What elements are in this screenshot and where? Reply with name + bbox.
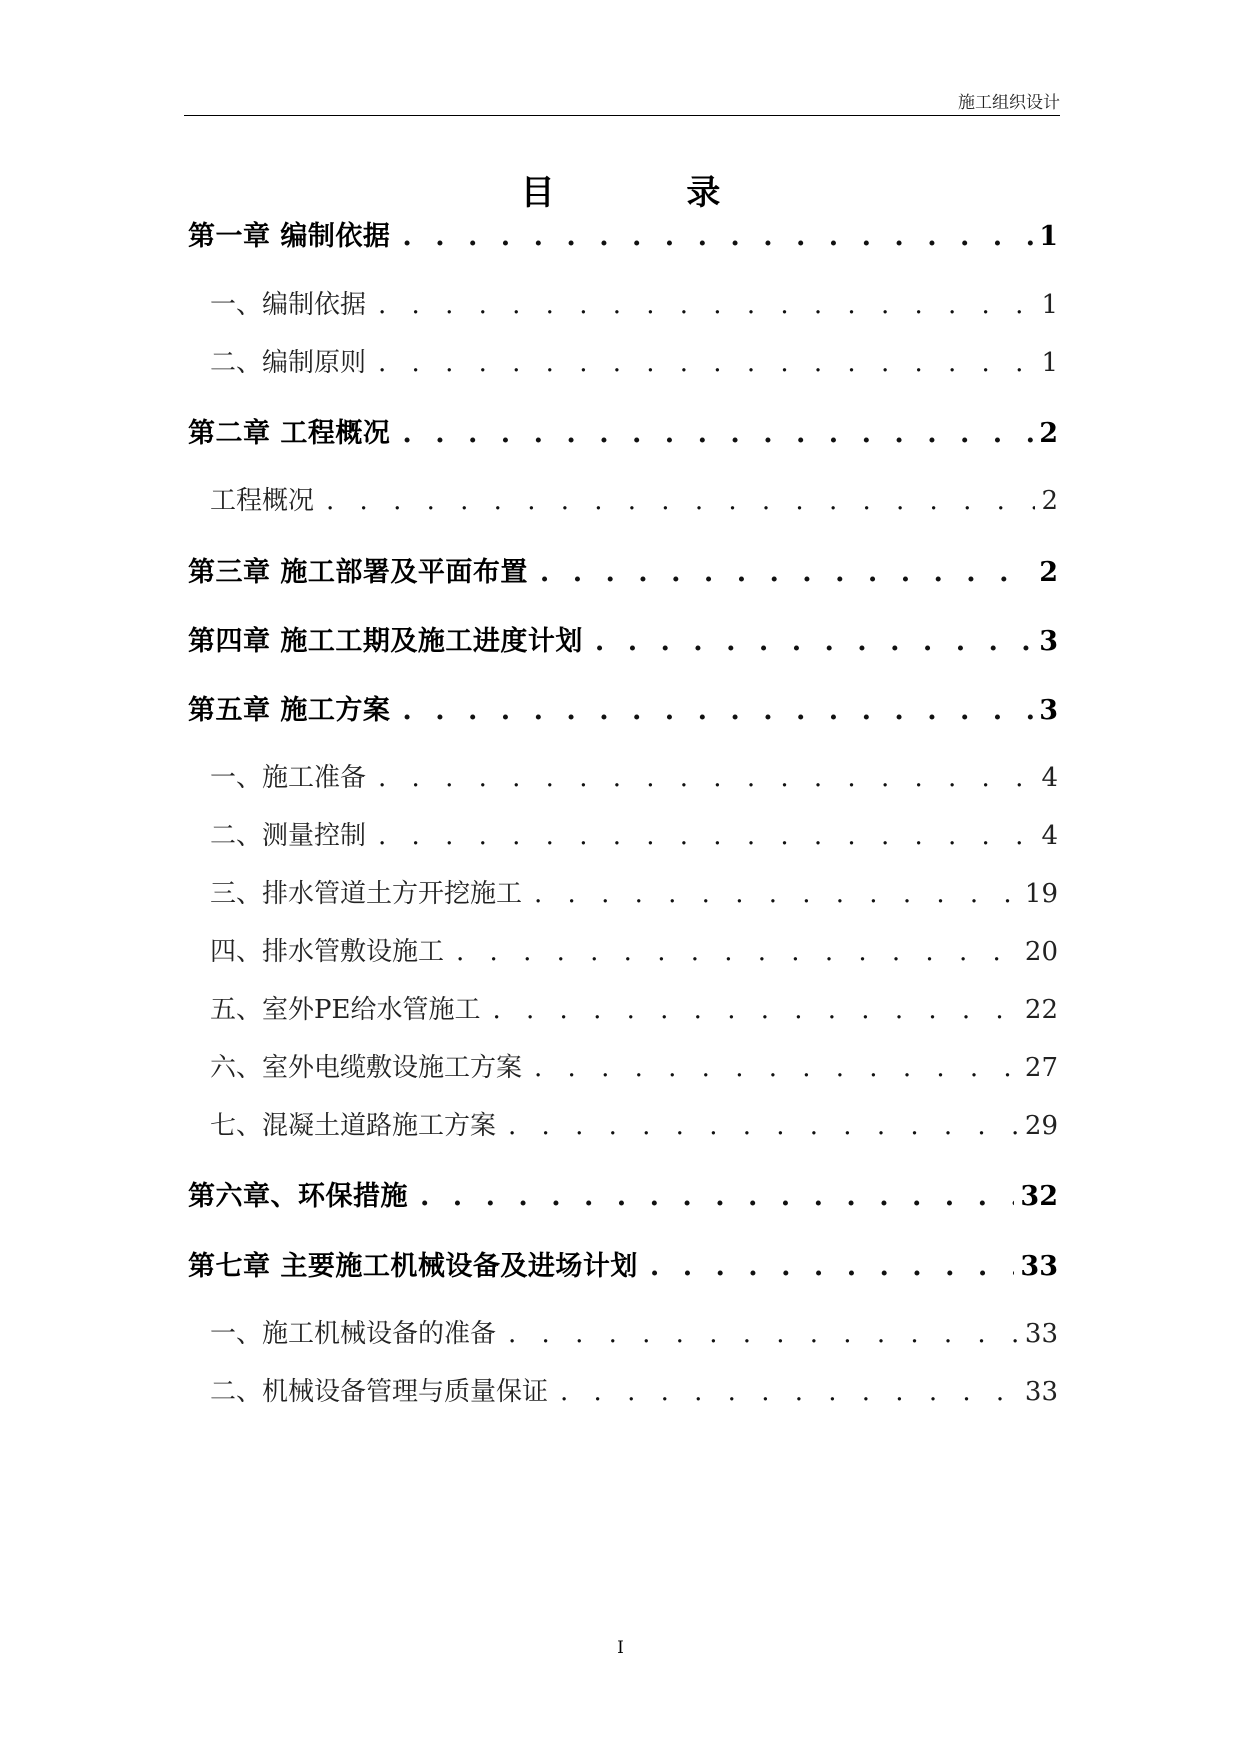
toc-dot-leader	[650, 1251, 1015, 1282]
toc-entry[interactable]	[210, 1371, 1058, 1408]
toc-dot-leader	[534, 1053, 1019, 1083]
toc-entry-label: 第四章 施工工期及施工进度计划	[188, 626, 583, 657]
toc-entry-label: 三、排水管道土方开挖施工	[210, 879, 523, 909]
toc-entry-label: 第六章、环保措施	[188, 1181, 408, 1212]
toc-entry-page: 1	[1041, 290, 1058, 320]
toc-dot-leader	[378, 821, 1035, 851]
toc-entry-page: 2	[1039, 418, 1058, 449]
toc-entry[interactable]	[210, 873, 1058, 910]
toc-entry[interactable]	[210, 1313, 1058, 1350]
toc-dot-leader	[378, 290, 1035, 320]
toc-dot-leader	[378, 763, 1035, 793]
toc-entry-page: 27	[1024, 1053, 1058, 1083]
toc-dot-leader	[456, 937, 1019, 967]
toc-entry[interactable]	[210, 1047, 1058, 1084]
toc-entry-label: 第七章 主要施工机械设备及进场计划	[188, 1251, 638, 1282]
toc-dot-leader	[560, 1377, 1019, 1407]
toc-entry-label: 工程概况	[210, 486, 315, 516]
toc-dot-leader	[402, 221, 1033, 252]
toc-entry[interactable]	[210, 989, 1058, 1026]
toc-entry-label: 一、施工准备	[210, 763, 367, 793]
toc-dot-leader	[402, 695, 1033, 726]
toc-dot-leader	[534, 879, 1019, 909]
toc-dot-leader	[508, 1319, 1019, 1349]
toc-dot-leader	[540, 557, 1033, 588]
toc-entry-page: 4	[1041, 821, 1058, 851]
toc-entry[interactable]	[188, 1174, 1058, 1213]
toc-entry[interactable]	[188, 550, 1058, 589]
toc-entry-page: 4	[1041, 763, 1058, 793]
toc-entry[interactable]	[188, 1244, 1058, 1283]
toc-entry-page: 33	[1020, 1251, 1058, 1282]
running-header: 施工组织设计	[958, 93, 1060, 113]
toc-entry-label: 二、测量控制	[210, 821, 367, 851]
toc-entry-label: 四、排水管敷设施工	[210, 937, 445, 967]
toc-entry-page: 3	[1039, 626, 1058, 657]
toc-entry-label: 第三章 施工部署及平面布置	[188, 557, 528, 588]
toc-entry-page: 33	[1024, 1377, 1058, 1407]
toc-entry[interactable]	[188, 619, 1058, 658]
toc-entry-page: 1	[1039, 221, 1058, 252]
toc-dot-leader	[402, 418, 1033, 449]
toc-entry-page: 3	[1039, 695, 1058, 726]
toc-entry-label: 二、编制原则	[210, 348, 367, 378]
toc-dot-leader	[420, 1181, 1014, 1212]
toc-entry[interactable]	[210, 480, 1058, 517]
toc-entry-label: 第二章 工程概况	[188, 418, 391, 449]
toc-entry-page: 29	[1024, 1111, 1058, 1141]
toc-entry-label: 第一章 编制依据	[188, 221, 391, 252]
toc-entry-page: 2	[1041, 486, 1058, 516]
toc-entry[interactable]	[210, 284, 1058, 321]
toc-entry-page: 19	[1024, 879, 1058, 909]
toc-entry-page: 2	[1039, 557, 1058, 588]
toc-dot-leader	[378, 348, 1035, 378]
toc-entry[interactable]	[210, 757, 1058, 794]
toc-entry-label: 一、施工机械设备的准备	[210, 1319, 497, 1349]
toc-entry-label: 二、机械设备管理与质量保证	[210, 1377, 549, 1407]
toc-entry-label: 五、室外PE给水管施工	[210, 995, 481, 1025]
toc-entry[interactable]	[210, 931, 1058, 968]
toc-entry[interactable]	[188, 214, 1058, 253]
toc-entry-page: 1	[1041, 348, 1058, 378]
toc-entry[interactable]	[188, 411, 1058, 450]
toc-entry-page: 20	[1024, 937, 1058, 967]
toc-dot-leader	[492, 995, 1018, 1025]
toc-entry-label: 七、混凝土道路施工方案	[210, 1111, 497, 1141]
toc-entry[interactable]	[210, 342, 1058, 379]
page-number: I	[617, 1638, 624, 1658]
toc-entry[interactable]	[188, 688, 1058, 727]
toc-entry-page: 32	[1020, 1181, 1058, 1212]
toc-entry[interactable]	[210, 815, 1058, 852]
toc-entry-label: 第五章 施工方案	[188, 695, 391, 726]
toc-dot-leader	[326, 486, 1035, 516]
toc-entry-label: 一、编制依据	[210, 290, 367, 320]
toc-title: 目 录	[520, 173, 781, 213]
toc-entry-label: 六、室外电缆敷设施工方案	[210, 1053, 523, 1083]
toc-dot-leader	[508, 1111, 1019, 1141]
toc-entry[interactable]	[210, 1105, 1058, 1142]
toc-entry-page: 22	[1024, 995, 1058, 1025]
toc-entry-page: 33	[1024, 1319, 1058, 1349]
toc-dot-leader	[595, 626, 1033, 657]
